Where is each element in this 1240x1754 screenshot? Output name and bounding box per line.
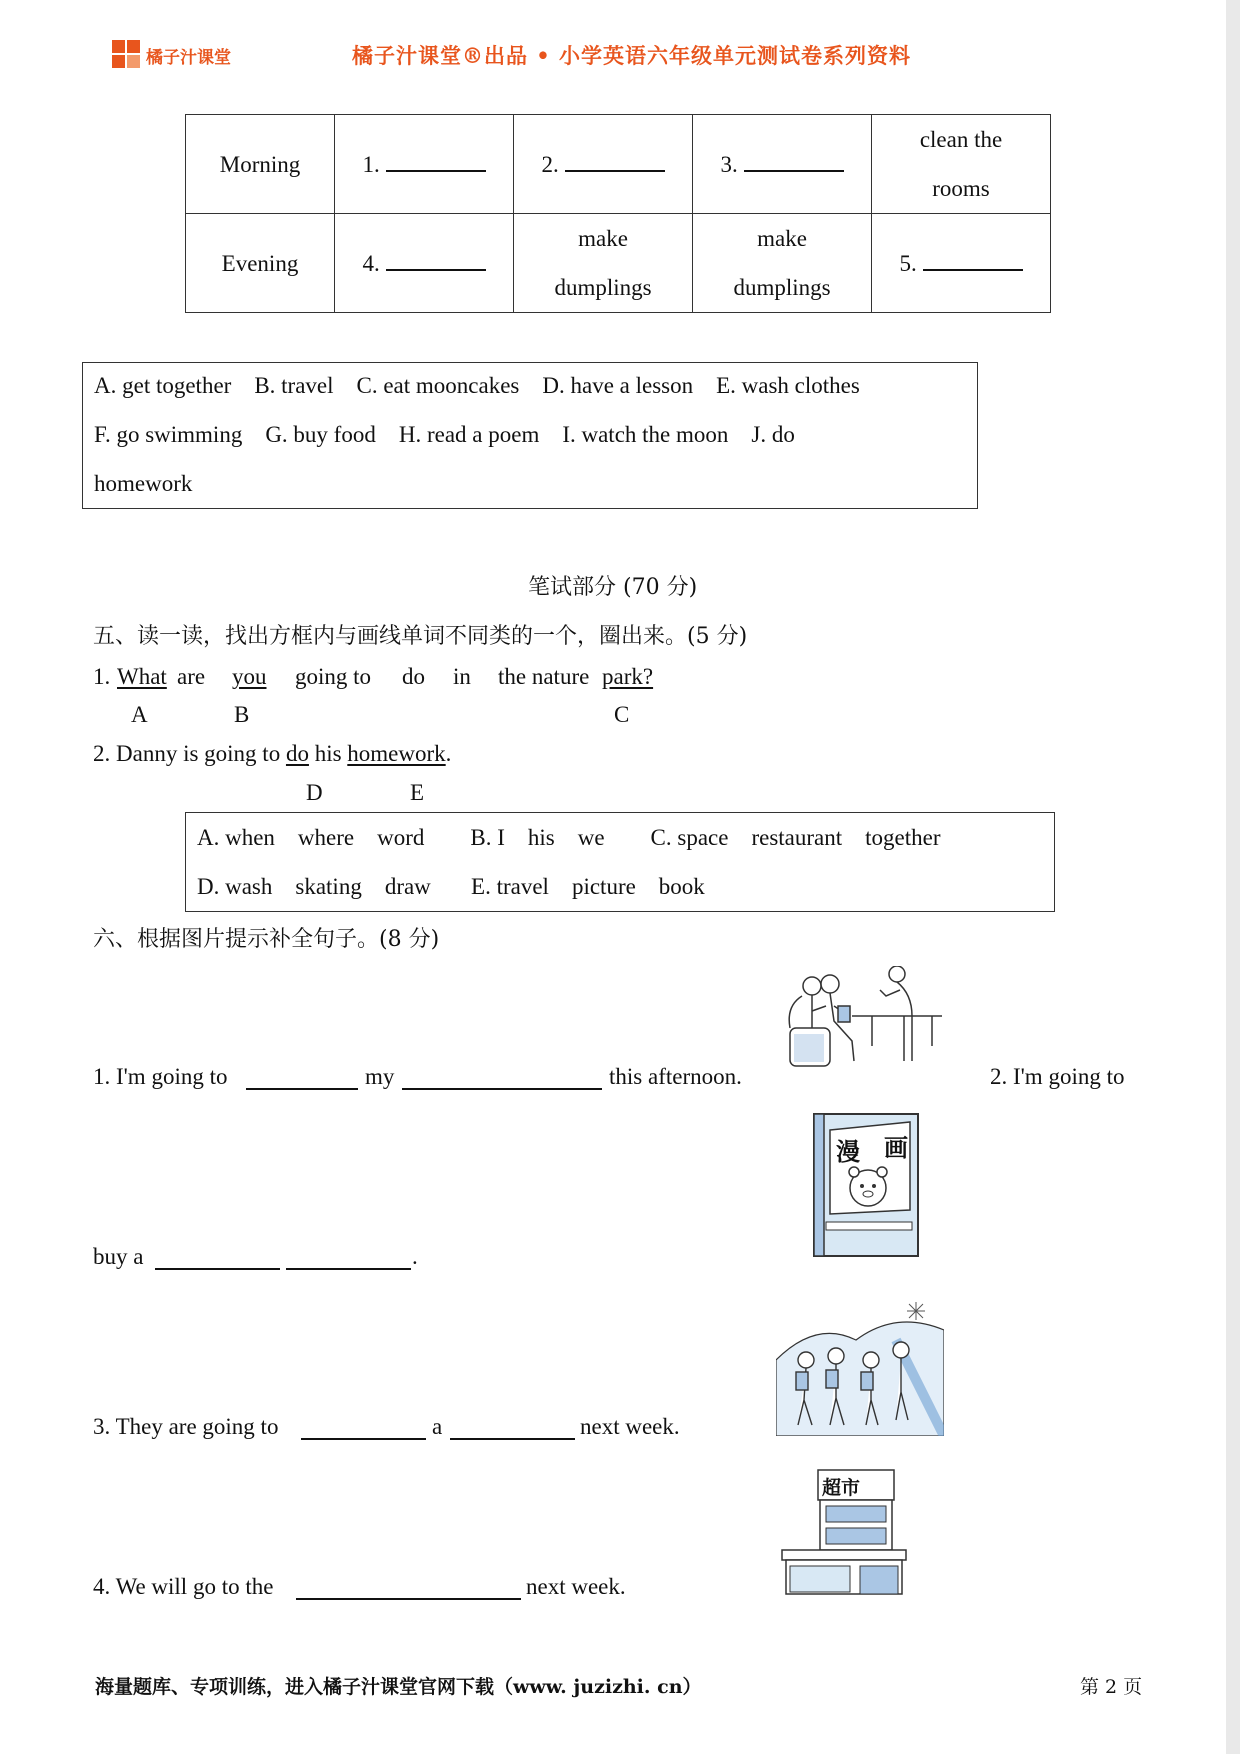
cell-text: clean the [919,127,1003,152]
q5-2-text [93,741,451,767]
section6-title: 六、根据图片提示补全句子。(8 分) [93,927,440,952]
blank-num: 5. [899,250,917,276]
q5-1-word: are [177,664,206,689]
options-box [82,362,978,509]
cell-clean-rooms [872,115,1051,214]
q5-1-word: going to [295,664,372,689]
q5-2-word-do: do [285,741,309,766]
blank-num: 2. [541,151,559,177]
blank-num: 3. [720,151,738,177]
q6-2-end: . [412,1244,418,1269]
word-box-line: D. wash skating draw E. travel picture book [197,874,705,899]
comic-char-2: 画 [884,1134,908,1162]
blank-cell-2 [514,115,693,214]
answer-blank[interactable] [565,148,665,172]
cell-text: rooms [932,176,990,201]
header-title: 橘子汁课堂®出品 • 小学英语六年级单元测试卷系列资料 [352,43,912,68]
logo-text: 橘子汁课堂 [146,47,231,68]
q6-1-c: this afternoon. [609,1064,742,1089]
answer-blank[interactable] [155,1246,280,1270]
q6-3-c: next week. [580,1414,680,1439]
answer-blank[interactable] [450,1416,575,1440]
family-sofa-illustration [782,966,942,1070]
options-line: F. go swimming G. buy food H. read a poem I. watch the moon J. do [94,422,795,447]
answer-blank[interactable] [386,148,486,172]
answer-blank[interactable] [744,148,844,172]
row-label-morning: Morning [186,115,335,214]
cell-text: dumplings [554,275,652,300]
q6-1-b: my [365,1064,395,1089]
cell-make-dumplings [693,214,872,313]
label-e: E [410,780,425,805]
logo-icon [112,40,142,70]
cell-text: make [578,226,628,251]
table-row [186,115,1051,214]
answer-blank[interactable] [402,1066,602,1090]
options-line: homework [94,471,193,496]
q6-4-b: next week. [526,1574,626,1599]
section5-title: 五、读一读，找出方框内与画线单词不同类的一个，圈出来。(5 分) [93,624,748,649]
q5-1-word: the nature [498,664,590,689]
footer-left: 海量题库、专项训练，进入橘子汁课堂官网下载（www. juzizhi. cn） [95,1676,702,1698]
q5-2-pre: 2. Danny is going to [93,741,286,766]
q5-1-word: do [402,664,425,689]
options-line: A. get together B. travel C. eat mooncakes D. have a lesson E. wash clothes [94,373,860,398]
q5-2-end: . [445,741,452,766]
word-box [185,812,1055,912]
q5-2-mid: his [308,741,348,766]
schedule-table [185,114,1051,313]
comic-char-1: 漫 [836,1138,860,1166]
q5-1-word-you: you [232,664,267,689]
cell-make-dumplings [514,214,693,313]
blank-cell-5 [872,214,1051,313]
page-number: 第 2 页 [1080,1676,1143,1698]
comic-book-illustration [810,1110,922,1260]
answer-blank[interactable] [386,247,486,271]
q5-1-word: in [453,664,471,689]
q6-4-a: 4. We will go to the [93,1574,274,1599]
hiking-kids-illustration [776,1300,944,1436]
cell-text: make [757,226,807,251]
answer-blank[interactable] [296,1576,521,1600]
row-label-evening: Evening [186,214,335,313]
blank-cell-1 [335,115,514,214]
q6-2-start: 2. I'm going to [990,1064,1125,1089]
label-c: C [614,702,630,727]
q6-3-a: 3. They are going to [93,1414,279,1439]
answer-blank[interactable] [286,1246,411,1270]
answer-blank[interactable] [923,247,1023,271]
cell-text: dumplings [733,275,831,300]
q5-1-num: 1. [93,664,111,689]
q5-1-word-park: park? [602,664,654,689]
q6-1-a: 1. I'm going to [93,1064,228,1089]
brand-logo [112,40,231,70]
label-a: A [131,702,148,727]
q5-1-word-what: What [117,664,167,689]
q6-3-b: a [432,1414,443,1439]
blank-cell-3 [693,115,872,214]
label-b: B [234,702,250,727]
blank-cell-4 [335,214,514,313]
answer-blank[interactable] [301,1416,426,1440]
table-row [186,214,1051,313]
section-heading: 笔试部分 (70 分) [528,575,698,600]
word-box-line: A. when where word B. I his we C. space restaurant together [197,825,941,850]
q5-2-word-homework: homework [347,741,446,766]
answer-blank[interactable] [246,1066,358,1090]
page-edge [1226,0,1240,1754]
blank-num: 4. [362,250,380,276]
q6-2-a: buy a [93,1244,144,1269]
store-sign: 超市 [822,1477,861,1499]
label-d: D [306,780,323,805]
blank-num: 1. [362,151,380,177]
supermarket-illustration [778,1466,908,1598]
